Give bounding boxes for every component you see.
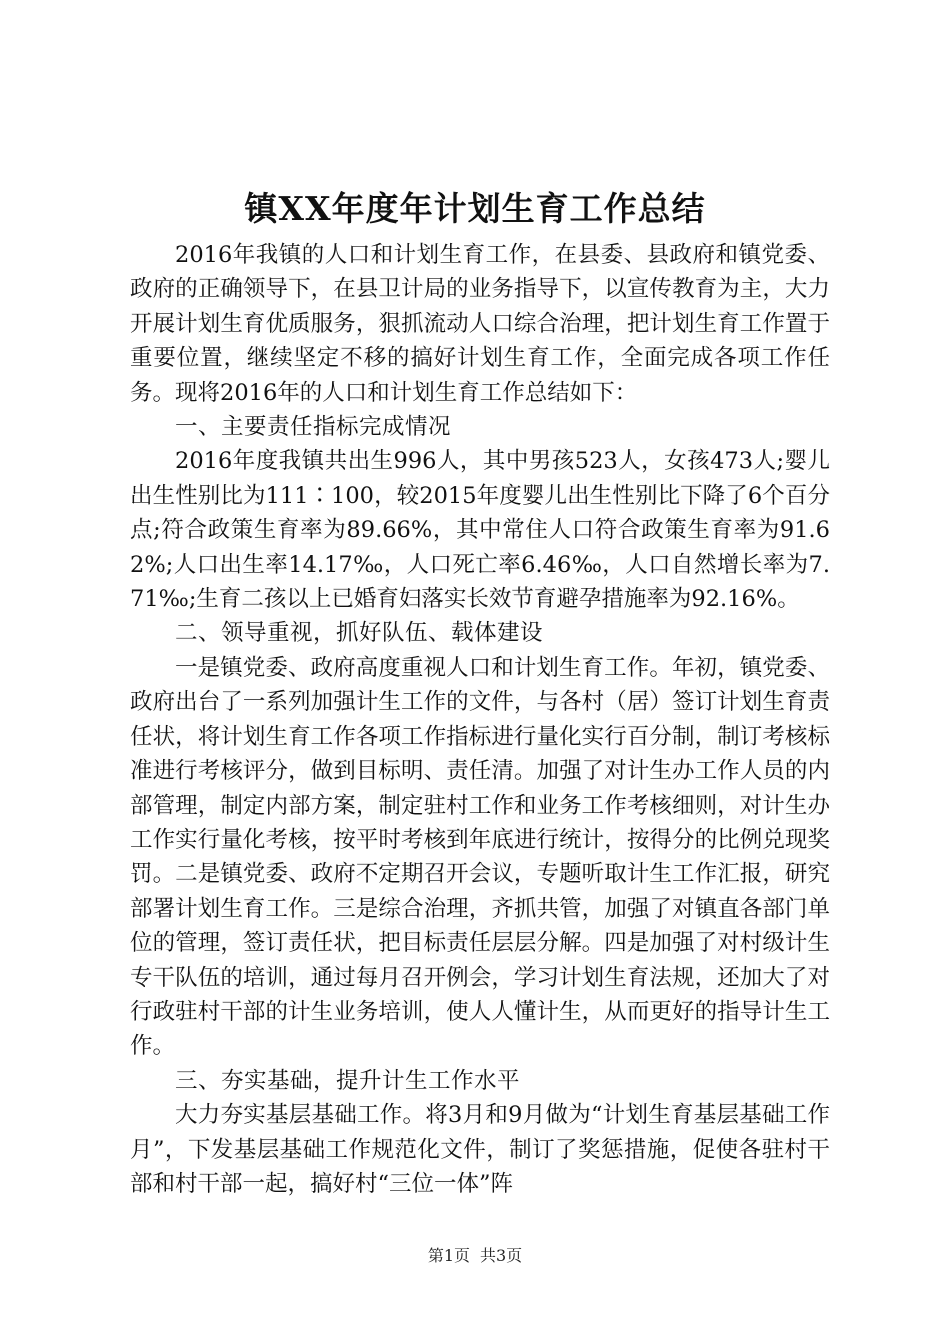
paragraph-intro: 2016年我镇的人口和计划生育工作，在县委、县政府和镇党委、政府的正确领导下，在县卫计局的业务指导下，以宣传教育为主，大力开展计划生育优质服务，狠抓流动人口综合治理，把计划生育工作置于重要位置，继续坚定不移的搞好计划生育工作，全面完成各项工作任务。现将2016年的人口和计划生育工作总结如下： — [130, 242, 830, 406]
document-title: 镇XX年度年计划生育工作总结 — [244, 189, 706, 228]
page-number: 第1页 — [427, 1246, 470, 1265]
section-heading-1: 一、主要责任指标完成情况 — [175, 414, 452, 441]
section-heading-3: 三、夯实基础，提升计生工作水平 — [175, 1067, 521, 1094]
document-body — [130, 238, 830, 1201]
page-footer — [0, 1244, 950, 1268]
paragraph-foundation: 大力夯实基层基础工作。将3月和9月做为“计划生育基层基础工作月”，下发基层基础工作规范化文件，制订了奖惩措施，促使各驻村干部和村干部一起，搞好村“三位一体”阵 — [130, 1102, 830, 1197]
paragraph-indicators: 2016年度我镇共出生996人，其中男孩523人，女孩473人;婴儿出生性别比为111∶100，较2015年度婴儿出生性别比下降了6个百分点;符合政策生育率为89.66%，其中常住人口符合政策生育率为91.62%;人口出生率14.17‰，人口死亡率6.46‰，人口自然增长率为7.71‰;生育二孩以上已婚育妇落实长效节育避孕措施率为92.16%。 — [130, 448, 830, 613]
paragraph-leadership: 一是镇党委、政府高度重视人口和计划生育工作。年初，镇党委、政府出台了一系列加强计生工作的文件，与各村（居）签订计划生育责任状，将计划生育工作各项工作指标进行量化实行百分制，制订考核标准进行考核评分，做到目标明、责任清。加强了对计生办工作人员的内部管理，制定内部方案，制定驻村工作和业务工作考核细则，对计生办工作实行量化考核，按平时考核到年底进行统计，按得分的比例兑现奖罚。二是镇党委、政府不定期召开会议，专题听取计生工作汇报，研究部署计划生育工作。三是综合治理，齐抓共管，加强了对镇直各部门单位的管理，签订责任状，把目标责任层层分解。四是加强了对村级计生专干队伍的培训，通过每月召开例会，学习计划生育法规，还加大了对行政驻村干部的计生业务培训，使人人懂计生，从而更好的指导计生工作。 — [130, 654, 830, 1060]
page-total: 共3页 — [480, 1246, 523, 1265]
section-heading-2: 二、领导重视，抓好队伍、载体建设 — [175, 620, 544, 647]
